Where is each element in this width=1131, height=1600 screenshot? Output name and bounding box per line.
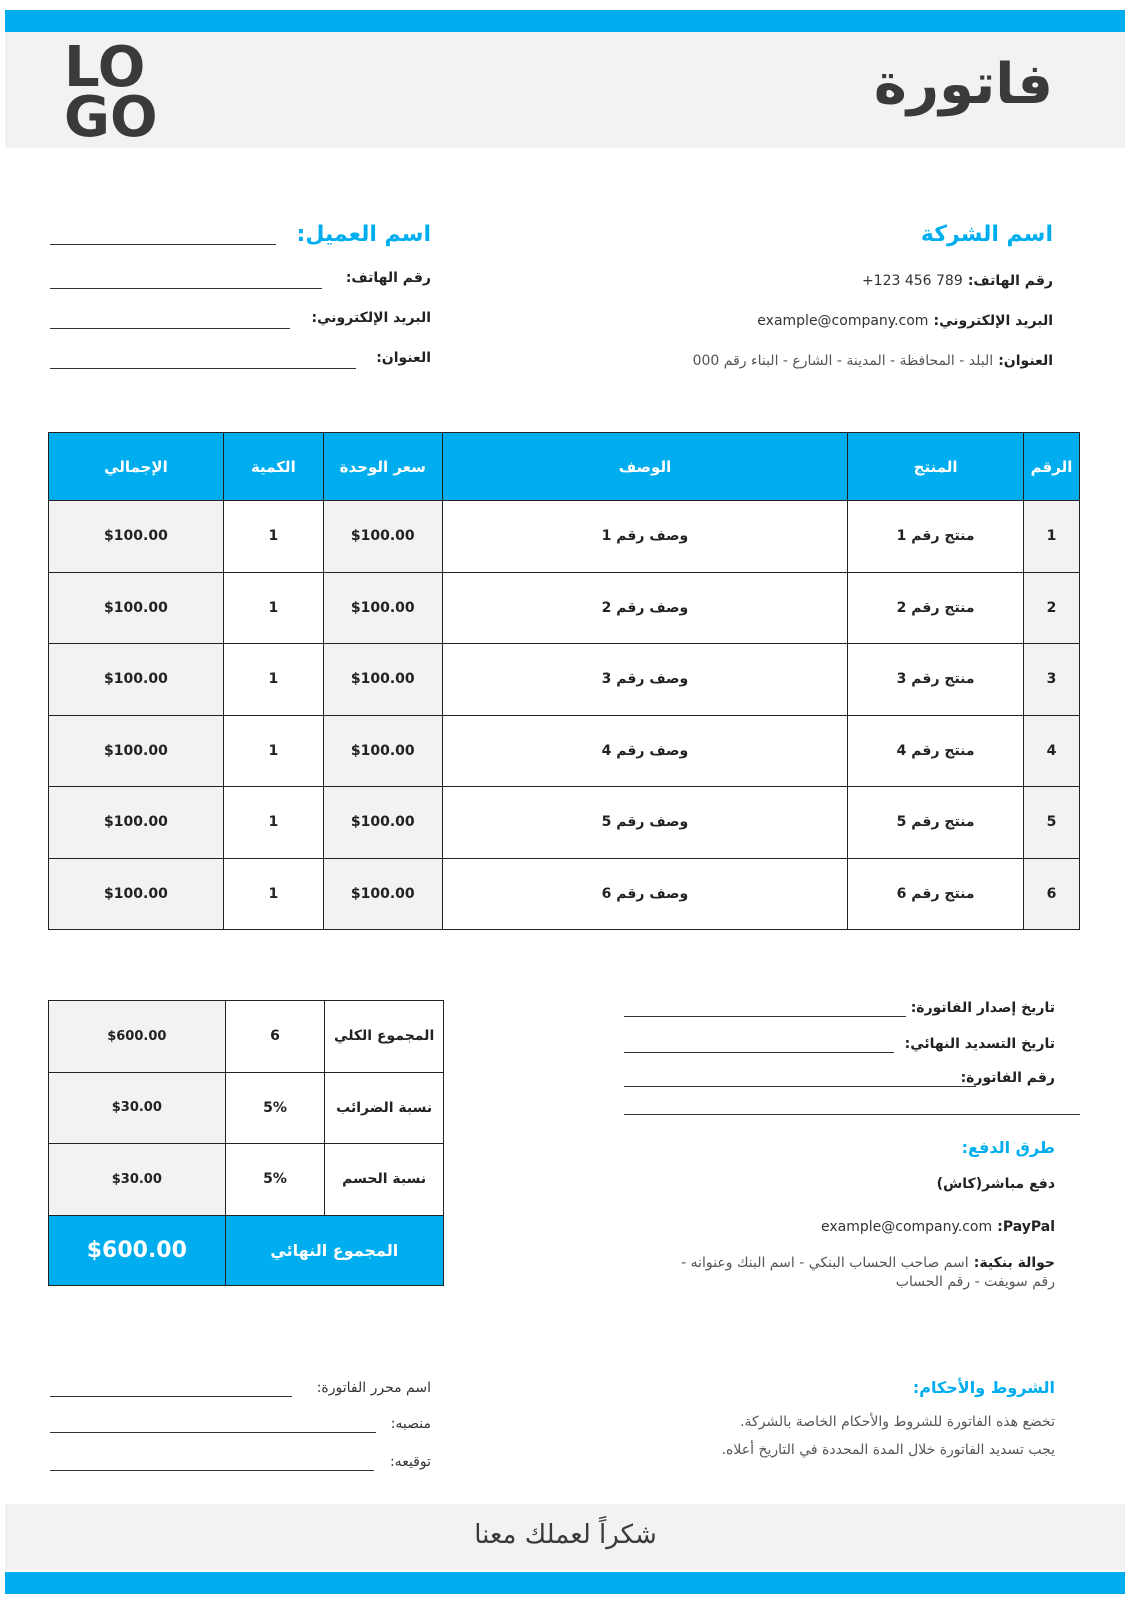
cell-total: $100.00 (49, 572, 224, 644)
issuer-signature-line[interactable] (50, 1470, 374, 1471)
payment-title: طرق الدفع: (961, 1138, 1055, 1157)
table-row (49, 858, 1080, 930)
tax-value: $30.00 (49, 1072, 226, 1144)
cell-product: منتج رقم 6 (848, 858, 1024, 930)
totals-row-subtotal (49, 1001, 444, 1073)
issue-date-label: تاريخ إصدار الفاتورة: (910, 1000, 1055, 1016)
payment-bank (595, 1252, 1055, 1271)
issuer-name-line[interactable] (50, 1396, 292, 1397)
cell-product: منتج رقم 4 (848, 715, 1024, 787)
cell-description: وصف رقم 6 (442, 858, 848, 930)
cell-unit-price: $100.00 (323, 501, 442, 573)
col-header-description: الوصف (442, 433, 848, 501)
totals-row-tax (49, 1072, 444, 1144)
cell-unit-price: $100.00 (323, 858, 442, 930)
cell-number: 4 (1024, 715, 1080, 787)
items-table (48, 432, 1080, 930)
footer-thanks: شكراً لعملك معنا (474, 1520, 657, 1550)
cell-quantity: 1 (223, 858, 323, 930)
cell-number: 5 (1024, 787, 1080, 859)
cell-description: وصف رقم 5 (442, 787, 848, 859)
due-date-line[interactable] (624, 1052, 894, 1053)
payment-paypal (821, 1216, 1055, 1235)
discount-label: نسبة الحسم (325, 1144, 444, 1216)
cell-total: $100.00 (49, 858, 224, 930)
company-address (693, 350, 1053, 369)
cell-total: $100.00 (49, 787, 224, 859)
terms-line-2: يجب تسديد الفاتورة خلال المدة المحددة في التاريخ أعلاه. (721, 1442, 1055, 1458)
col-header-unit-price: سعر الوحدة (323, 433, 442, 501)
cell-product: منتج رقم 5 (848, 787, 1024, 859)
subtotal-count: 6 (225, 1001, 325, 1073)
client-phone-line[interactable] (50, 288, 322, 289)
totals-row-final (49, 1215, 444, 1285)
cell-total: $100.00 (49, 715, 224, 787)
issue-date-line[interactable] (624, 1016, 906, 1017)
final-total-value: $600.00 (49, 1215, 226, 1285)
top-accent-bar (5, 10, 1125, 32)
logo-graphic (64, 38, 174, 140)
issuer-position-label: منصبه: (390, 1416, 431, 1432)
cell-total: $100.00 (49, 501, 224, 573)
cell-product: منتج رقم 1 (848, 501, 1024, 573)
cell-number: 2 (1024, 572, 1080, 644)
cell-description: وصف رقم 2 (442, 572, 848, 644)
cell-unit-price: $100.00 (323, 715, 442, 787)
issuer-position-line[interactable] (50, 1432, 376, 1433)
cell-quantity: 1 (223, 501, 323, 573)
cell-quantity: 1 (223, 644, 323, 716)
company-phone (862, 270, 1053, 289)
discount-rate: 5% (225, 1144, 325, 1216)
terms-title: الشروط والأحكام: (912, 1378, 1055, 1397)
client-name-label: اسم العميل: (296, 222, 431, 247)
company-email-value: example@company.com (757, 313, 929, 329)
table-row (49, 572, 1080, 644)
totals-table (48, 1000, 444, 1286)
client-phone-label: رقم الهاتف: (345, 270, 431, 286)
issuer-name-label: اسم محرر الفاتورة: (316, 1380, 431, 1396)
logo-line-2: GO (64, 85, 158, 140)
totals-row-discount (49, 1144, 444, 1216)
bank-value-line2: رقم سويفت - رقم الحساب (895, 1274, 1055, 1290)
cell-product: منتج رقم 2 (848, 572, 1024, 644)
subtotal-label: المجموع الكلي (325, 1001, 444, 1073)
due-date-label: تاريخ التسديد النهائي: (904, 1036, 1055, 1052)
table-row (49, 501, 1080, 573)
subtotal-value: $600.00 (49, 1001, 226, 1073)
paypal-value: example@company.com (820, 1219, 993, 1235)
cell-description: وصف رقم 4 (442, 715, 848, 787)
col-header-product: المنتج (848, 433, 1024, 501)
company-email (757, 310, 1053, 329)
cell-number: 1 (1024, 501, 1080, 573)
cell-number: 3 (1024, 644, 1080, 716)
client-email-line[interactable] (50, 328, 290, 329)
cell-unit-price: $100.00 (323, 787, 442, 859)
invoice-number-line[interactable] (624, 1086, 976, 1087)
cell-quantity: 1 (223, 715, 323, 787)
terms-line-1: تخضع هذه الفاتورة للشروط والأحكام الخاصة بالشركة. (740, 1414, 1055, 1430)
cell-unit-price: $100.00 (323, 644, 442, 716)
items-header-row (49, 433, 1080, 501)
company-phone-value: +123 456 789 (861, 273, 963, 289)
col-header-total: الإجمالي (49, 433, 224, 501)
logo-line-1: LO (64, 38, 146, 100)
company-address-value: البلد - المحافظة - المدينة - الشارع - البناء رقم 000 (692, 353, 994, 369)
divider-line (624, 1114, 1080, 1115)
final-total-label: المجموع النهائي (225, 1215, 443, 1285)
paypal-label: PayPal: (997, 1219, 1055, 1235)
cell-description: وصف رقم 3 (442, 644, 848, 716)
client-email-label: البريد الإلكتروني: (311, 310, 431, 326)
company-phone-label: رقم الهاتف: (967, 273, 1053, 289)
client-address-line[interactable] (50, 368, 356, 369)
table-row (49, 715, 1080, 787)
cell-quantity: 1 (223, 572, 323, 644)
col-header-quantity: الكمية (223, 433, 323, 501)
cell-number: 6 (1024, 858, 1080, 930)
invoice-number-label: رقم الفاتورة: (960, 1070, 1055, 1086)
cell-product: منتج رقم 3 (848, 644, 1024, 716)
invoice-title: فاتورة (873, 52, 1053, 117)
company-address-label: العنوان: (998, 353, 1053, 369)
table-row (49, 644, 1080, 716)
table-row (49, 787, 1080, 859)
bank-label: حوالة بنكية: (973, 1255, 1055, 1271)
bottom-accent-bar (5, 1572, 1125, 1594)
client-name-line[interactable] (50, 244, 276, 245)
tax-label: نسبة الضرائب (325, 1072, 444, 1144)
cell-total: $100.00 (49, 644, 224, 716)
cell-quantity: 1 (223, 787, 323, 859)
company-logo (64, 38, 174, 140)
client-address-label: العنوان: (376, 350, 431, 366)
discount-value: $30.00 (49, 1144, 226, 1216)
col-header-number: الرقم (1024, 433, 1080, 501)
tax-rate: 5% (225, 1072, 325, 1144)
payment-cash: دفع مباشر(كاش) (936, 1176, 1055, 1192)
bank-value-line1: اسم صاحب الحساب البنكي - اسم البنك وعنوانه - (681, 1255, 969, 1271)
issuer-signature-label: توقيعه: (389, 1454, 431, 1470)
company-email-label: البريد الإلكتروني: (933, 313, 1053, 329)
cell-description: وصف رقم 1 (442, 501, 848, 573)
cell-unit-price: $100.00 (323, 572, 442, 644)
company-name: اسم الشركة (920, 222, 1053, 247)
